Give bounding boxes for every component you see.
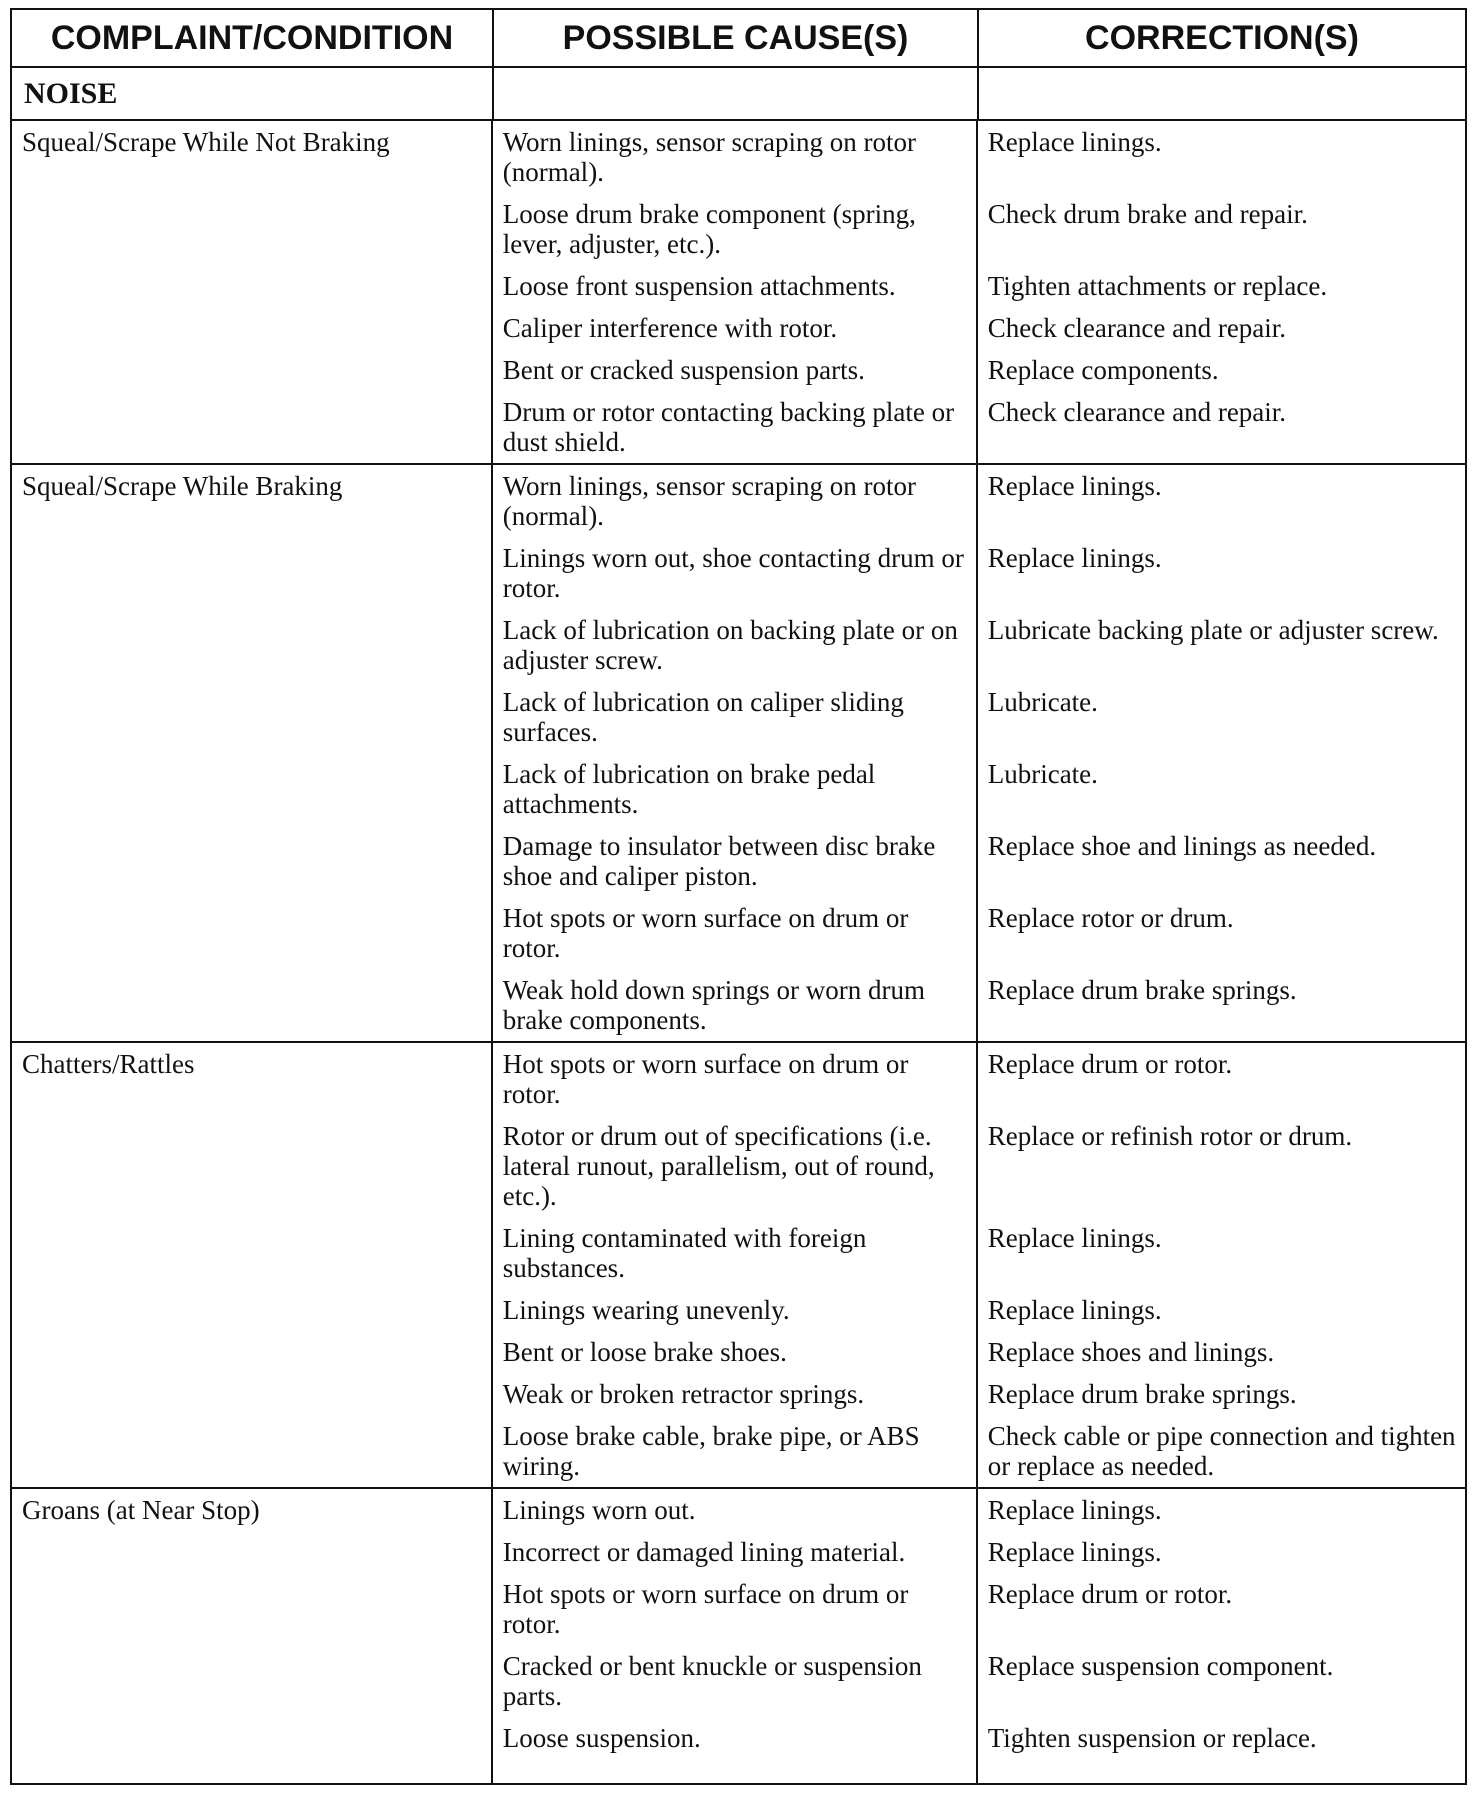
cause-cell: Loose suspension. xyxy=(493,1717,978,1759)
correction-cell: Replace linings. xyxy=(987,543,1162,573)
table-row xyxy=(493,1717,1465,1759)
correction-cell: Check cable or pipe connection and tighten or replace as needed. xyxy=(987,1421,1456,1481)
table-row xyxy=(493,1573,1465,1645)
table-row xyxy=(493,349,1465,391)
complaint-group xyxy=(12,121,1465,465)
section-empty-correction xyxy=(979,68,1465,119)
table-row xyxy=(493,1645,1465,1717)
correction-cell: Replace drum brake springs. xyxy=(987,1379,1297,1409)
correction-cell: Replace linings. xyxy=(987,1495,1162,1525)
cause-cell: Lack of lubrication on caliper sliding surfaces. xyxy=(493,681,978,753)
table-row xyxy=(493,1217,1465,1289)
cause-cell: Bent or loose brake shoes. xyxy=(493,1331,978,1373)
cause-cell: Lack of lubrication on backing plate or on adjuster screw. xyxy=(493,609,978,681)
correction-cell: Replace linings. xyxy=(987,471,1162,501)
table-row xyxy=(493,753,1465,825)
complaint-label: Chatters/Rattles xyxy=(12,1043,493,1487)
correction-cell: Check clearance and repair. xyxy=(987,313,1287,343)
correction-cell: Replace or refinish rotor or drum. xyxy=(987,1121,1353,1151)
cause-cell: Weak or broken retractor springs. xyxy=(493,1373,978,1415)
cause-cell: Hot spots or worn surface on drum or rotor. xyxy=(493,1573,978,1645)
table-row xyxy=(493,265,1465,307)
correction-cell: Replace drum or rotor. xyxy=(987,1049,1233,1079)
table-row xyxy=(493,1415,1465,1487)
cause-cell: Hot spots or worn surface on drum or rotor. xyxy=(493,897,978,969)
correction-cell: Replace suspension component. xyxy=(987,1651,1334,1681)
cause-cell: Lack of lubrication on brake pedal attachments. xyxy=(493,753,978,825)
cause-cell: Worn linings, sensor scraping on rotor (normal). xyxy=(493,121,978,193)
section-empty-cause xyxy=(494,68,979,119)
cause-correction-list xyxy=(493,1489,1465,1783)
cause-cell: Rotor or drum out of specifications (i.e. lateral runout, parallelism, out of round, etc.). xyxy=(493,1115,978,1217)
correction-cell: Replace shoe and linings as needed. xyxy=(987,831,1377,861)
correction-cell: Replace linings. xyxy=(987,127,1162,157)
cause-cell: Worn linings, sensor scraping on rotor (normal). xyxy=(493,465,978,537)
table-row xyxy=(493,1531,1465,1573)
table-row xyxy=(493,1489,1465,1531)
table-row xyxy=(493,391,1465,463)
cause-cell: Lining contaminated with foreign substances. xyxy=(493,1217,978,1289)
complaint-group xyxy=(12,465,1465,1043)
correction-cell: Replace shoes and linings. xyxy=(987,1337,1275,1367)
troubleshooting-table xyxy=(10,8,1467,1785)
header-cause: POSSIBLE CAUSE(S) xyxy=(494,10,979,66)
cause-cell: Caliper interference with rotor. xyxy=(493,307,978,349)
correction-cell: Replace drum brake springs. xyxy=(987,975,1297,1005)
table-row xyxy=(493,121,1465,193)
cause-correction-list xyxy=(493,465,1465,1041)
correction-cell: Replace drum or rotor. xyxy=(987,1579,1233,1609)
cause-cell: Loose brake cable, brake pipe, or ABS wiring. xyxy=(493,1415,978,1487)
table-row xyxy=(493,1331,1465,1373)
correction-cell: Tighten suspension or replace. xyxy=(987,1723,1317,1753)
correction-cell: Lubricate. xyxy=(987,687,1098,717)
complaint-label: Groans (at Near Stop) xyxy=(12,1489,493,1783)
complaint-label: Squeal/Scrape While Not Braking xyxy=(12,121,493,463)
correction-cell: Lubricate. xyxy=(987,759,1098,789)
cause-cell: Damage to insulator between disc brake shoe and caliper piston. xyxy=(493,825,978,897)
header-correction: CORRECTION(S) xyxy=(1085,18,1359,57)
table-row xyxy=(493,969,1465,1041)
table-row xyxy=(493,825,1465,897)
table-row xyxy=(493,307,1465,349)
cause-cell: Incorrect or damaged lining material. xyxy=(493,1531,978,1573)
complaint-group xyxy=(12,1489,1465,1783)
table-row xyxy=(493,1373,1465,1415)
correction-cell: Replace linings. xyxy=(987,1223,1162,1253)
cause-cell: Loose drum brake component (spring, lever, adjuster, etc.). xyxy=(493,193,978,265)
table-row xyxy=(493,681,1465,753)
correction-cell: Replace linings. xyxy=(987,1537,1162,1567)
group-filler xyxy=(493,1759,1465,1783)
cause-cell: Loose front suspension attachments. xyxy=(493,265,978,307)
cause-cell: Linings wearing unevenly. xyxy=(493,1289,978,1331)
table-row xyxy=(493,193,1465,265)
cause-cell: Bent or cracked suspension parts. xyxy=(493,349,978,391)
cause-cell: Linings worn out. xyxy=(493,1489,978,1531)
cause-cell: Linings worn out, shoe contacting drum or rotor. xyxy=(493,537,978,609)
table-row xyxy=(493,1115,1465,1217)
cause-cell: Cracked or bent knuckle or suspension parts. xyxy=(493,1645,978,1717)
correction-cell: Check drum brake and repair. xyxy=(987,199,1308,229)
cause-cell: Drum or rotor contacting backing plate or dust shield. xyxy=(493,391,978,463)
header-complaint: COMPLAINT/CONDITION xyxy=(12,10,494,66)
filler-cause xyxy=(493,1759,978,1783)
correction-cell: Replace rotor or drum. xyxy=(987,903,1234,933)
cause-correction-list xyxy=(493,1043,1465,1487)
complaint-label: Squeal/Scrape While Braking xyxy=(12,465,493,1041)
correction-cell: Replace components. xyxy=(987,355,1219,385)
table-row xyxy=(493,897,1465,969)
correction-cell: Tighten attachments or replace. xyxy=(987,271,1328,301)
table-row xyxy=(493,537,1465,609)
table-row xyxy=(493,465,1465,537)
cause-correction-list xyxy=(493,121,1465,463)
complaint-group xyxy=(12,1043,1465,1489)
table-row xyxy=(493,1043,1465,1115)
cause-cell: Weak hold down springs or worn drum brake components. xyxy=(493,969,978,1041)
table-body xyxy=(12,121,1465,1783)
correction-cell: Check clearance and repair. xyxy=(987,397,1287,427)
section-row xyxy=(12,68,1465,121)
table-row xyxy=(493,1289,1465,1331)
table-row xyxy=(493,609,1465,681)
cause-cell: Hot spots or worn surface on drum or rotor. xyxy=(493,1043,978,1115)
correction-cell: Lubricate backing plate or adjuster screw. xyxy=(987,615,1439,645)
correction-cell: Replace linings. xyxy=(987,1295,1162,1325)
table-header xyxy=(12,10,1465,68)
section-title: NOISE xyxy=(12,68,494,119)
